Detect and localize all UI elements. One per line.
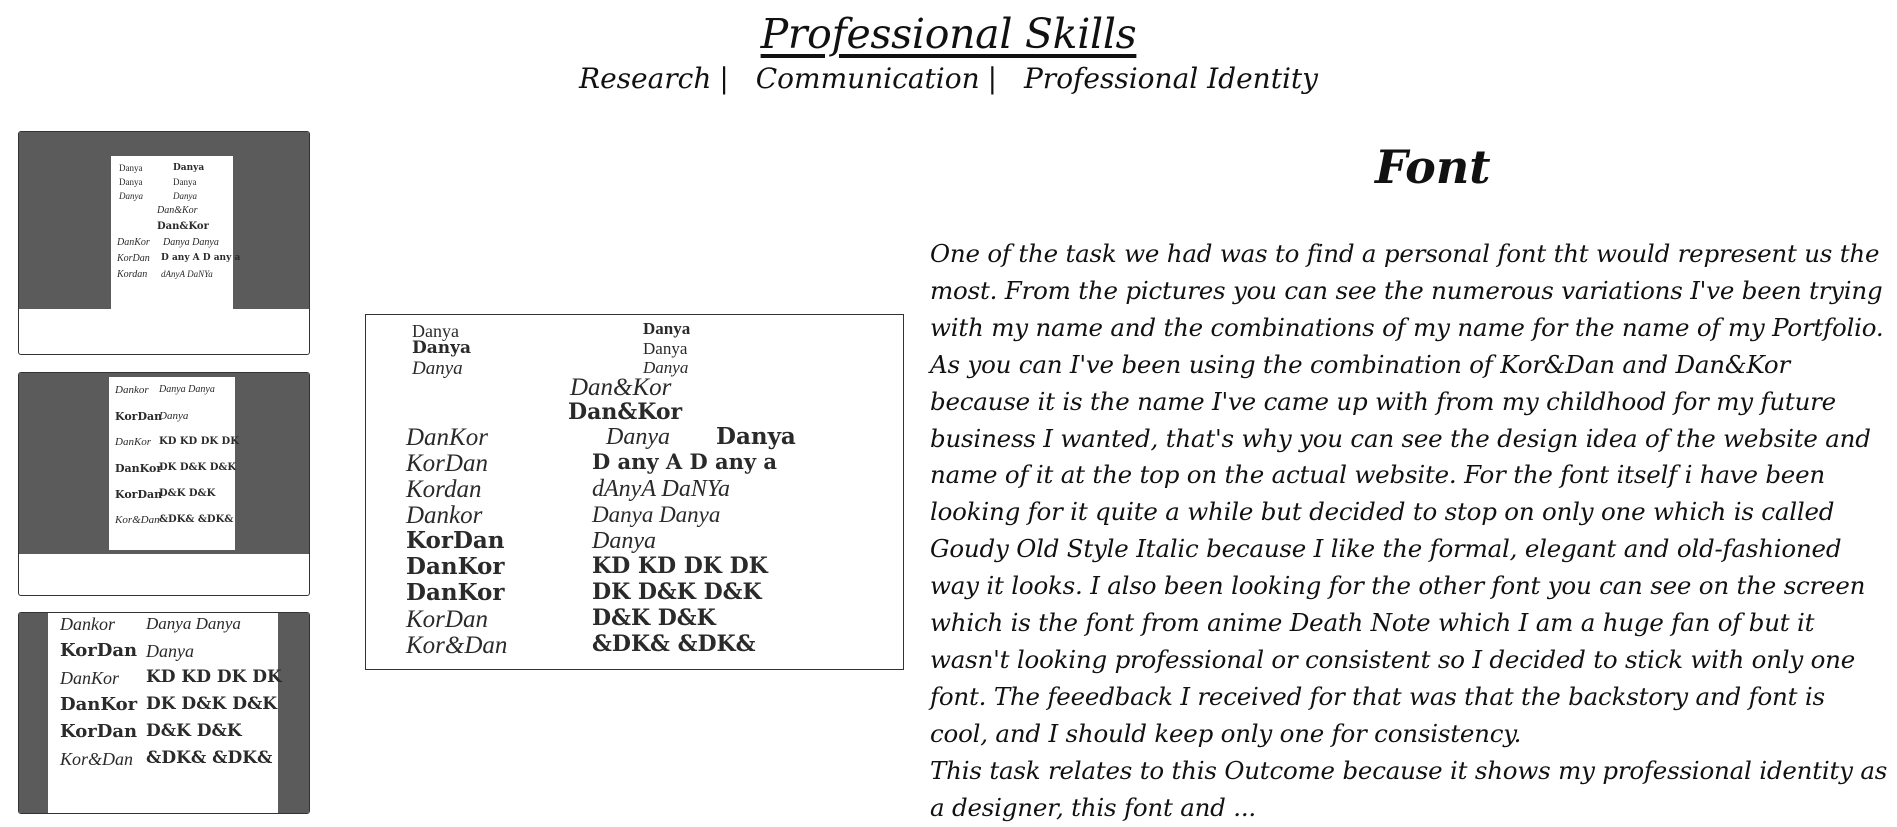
- font-sample: Dankor: [60, 614, 115, 634]
- font-sample: Danya: [173, 177, 197, 187]
- top-nav: [0, 62, 1897, 95]
- font-sample: KorDan: [406, 606, 488, 633]
- font-sample-sheet: [48, 613, 282, 813]
- font-sample: &DK& &DK&: [159, 514, 234, 525]
- font-sample: Danya: [119, 177, 143, 187]
- font-sample: Kor&Dan: [115, 514, 160, 526]
- font-sample: Danya Danya: [146, 614, 241, 633]
- font-sample: Kor&Dan: [60, 749, 134, 769]
- font-sample: Danya: [716, 423, 796, 450]
- page-title: Professional Skills: [760, 10, 1137, 58]
- font-sample: Danya: [146, 641, 194, 661]
- font-sample: DanKor: [406, 579, 505, 606]
- font-sample: DanKor: [406, 424, 488, 451]
- font-sample-sheet: [109, 377, 239, 550]
- font-sample: D&K D&K: [592, 605, 716, 631]
- font-sample: Dan&Kor: [157, 221, 209, 232]
- thumbnail-1[interactable]: [18, 131, 310, 355]
- font-sample: DanKor: [117, 237, 150, 248]
- font-sample: Danya: [412, 321, 459, 341]
- font-sample: D&K D&K: [159, 488, 216, 499]
- font-sample: D&K D&K: [146, 721, 242, 741]
- nav-link-communication[interactable]: Communication: [755, 62, 980, 95]
- nav-separator: |: [719, 62, 729, 95]
- font-sample: Dan&Kor: [157, 205, 198, 216]
- thumbnail-3[interactable]: [18, 612, 310, 814]
- section-body: [930, 236, 1888, 827]
- font-sample-sheet: [111, 156, 241, 309]
- thumbnail-2[interactable]: [18, 372, 310, 596]
- font-sample: &DK& &DK&: [592, 631, 756, 657]
- font-sample: Dan&Kor: [568, 399, 683, 425]
- font-sample: Danya: [606, 424, 670, 450]
- font-sample: DanKor: [115, 436, 152, 448]
- font-sample: DanKor: [60, 668, 120, 688]
- body-paragraph: This task relates to this Outcome because it shows my professional identity as a designer, this font and ...: [930, 755, 1888, 822]
- font-sample: Kordan: [117, 269, 148, 280]
- font-sample: DanKor: [60, 694, 138, 715]
- font-sample: DK D&K D&K: [146, 694, 278, 714]
- font-sample: DK D&K D&K: [592, 579, 762, 605]
- font-sample: Danya: [643, 339, 688, 358]
- font-sample: Danya: [119, 163, 143, 173]
- nav-separator: |: [987, 62, 998, 95]
- font-sample: Danya: [173, 163, 205, 173]
- font-sample: KorDan: [406, 450, 488, 477]
- font-sample: DanKor: [115, 462, 163, 475]
- font-sample: Dankor: [406, 502, 483, 529]
- font-sample: Danya: [159, 410, 189, 422]
- font-sample: Danya: [592, 528, 656, 554]
- font-sample: Danya Danya: [592, 502, 721, 527]
- font-sample: Danya: [643, 319, 691, 338]
- font-sample: KorDan: [60, 721, 138, 742]
- font-sample: &DK& &DK&: [146, 748, 273, 768]
- font-sample: KorDan: [60, 640, 138, 661]
- font-sample: KorDan: [115, 410, 163, 423]
- font-sample: Danya: [643, 358, 689, 377]
- font-sample: Kordan: [406, 476, 482, 503]
- font-samples-image: [365, 314, 904, 670]
- font-sample: Danya: [412, 358, 463, 379]
- font-sample: D any A D any a: [161, 253, 241, 263]
- font-sample: dAnyA DaNYa: [592, 476, 731, 502]
- nav-link-research[interactable]: Research: [579, 62, 712, 95]
- body-paragraph: One of the task we had was to find a personal font tht would represent us the most. From the pictures you can see the numerous variations I've been trying with my name and the combinations of my name for the name of my Portfolio. As you can I've been using the combination of Kor&Dan and Dan&Kor because it is the name I've came up with from my childhood for my future business I wanted, that's why you can see the design idea of the website and name of it at the top on the actual website. For the font itself i have been looking for it quite a while but decided to stop on only one which is called Goudy Old Style Italic because I like the formal, elegant and old-fashioned way it looks. I also been looking for the other font you can see on the screen which is the font from anime Death Note which I am a huge fan of but it wasn't looking professional or consistent so I decided to stick with only one font. The feeedback I received for that was that the backstory and font is cool, and I should keep only one for consistency.: [930, 239, 1884, 748]
- font-sample: Danya: [119, 191, 143, 201]
- font-sample: KD KD DK DK: [592, 553, 768, 579]
- font-sample: Dan&Kor: [570, 374, 672, 401]
- font-sample: KD KD DK DK: [159, 436, 239, 447]
- section-heading: Font: [1375, 140, 1491, 194]
- nav-link-professional-identity[interactable]: Professional Identity: [1023, 62, 1318, 95]
- font-sample: DK D&K D&K: [159, 462, 237, 473]
- font-sample: dAnyA DaNYa: [161, 269, 213, 279]
- font-sample: D any A D any a: [592, 449, 778, 474]
- font-sample: Danya: [412, 338, 472, 358]
- font-sample: KD KD DK DK: [146, 667, 282, 687]
- font-sample: KorDan: [117, 253, 150, 264]
- font-sample: DanKor: [406, 553, 505, 580]
- font-sample: Danya Danya: [159, 384, 215, 395]
- font-sample: Dankor: [115, 384, 149, 396]
- font-sample: Danya: [173, 191, 197, 201]
- font-sample: Kor&Dan: [406, 632, 508, 659]
- font-sample: KorDan: [115, 488, 163, 501]
- font-sample: KorDan: [406, 527, 505, 554]
- font-sample: Danya Danya: [163, 237, 219, 248]
